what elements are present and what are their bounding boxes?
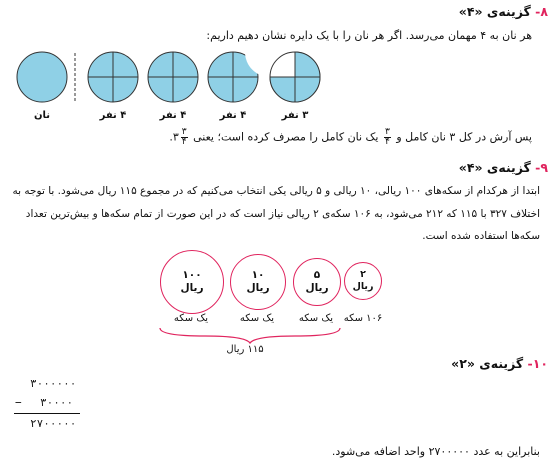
- label-4-people-1: ۴ نفر: [99, 110, 127, 121]
- coin-10-rial: ۱۰ ریال: [230, 254, 286, 310]
- q10-header: [451, 356, 548, 371]
- operand-1: ۳۰۰۰۰۰۰: [30, 377, 77, 390]
- label-bread: نان: [33, 110, 51, 121]
- q10-conclusion: بنابراین به عدد ۲۷۰۰۰۰۰ واحد اضافه می‌شود.: [331, 445, 540, 458]
- whole-bread-circle: [17, 52, 67, 102]
- coin-caption-5: یک سکه: [298, 313, 334, 324]
- label-3-people: ۳ نفر: [281, 110, 309, 121]
- quartered-circle-1: [88, 52, 138, 102]
- minus-sign: −: [15, 396, 23, 409]
- coin-2-rial: ۲ ریال: [344, 262, 382, 300]
- q9-line-1: ابتدا از هرکدام از سکه‌های ۱۰۰ ریالی، ۱۰ ریالی و ۵ ریالی یکی انتخاب می‌کنیم که در مجموع ۱۱۵ ریال می‌شود. با توجه به: [12, 185, 540, 197]
- fraction-three-quarters: $\frac{۳}{۴}$: [384, 127, 390, 147]
- q8-conclusion: پس آرش در کل ۳ نان کامل و $\frac{۳}{۴}$ یک نان کامل را مصرف کرده است؛ یعنی $\frac{۳}{۴}$ ۳.: [169, 127, 532, 147]
- sum-brace: [155, 326, 355, 346]
- q10-answer: گزینه‌ی «۲»: [451, 356, 524, 371]
- q8-answer: گزینه‌ی «۴»: [458, 4, 531, 19]
- q9-line-3: سکه‌ها استفاده شده است.: [422, 230, 540, 242]
- quartered-circle-2: [148, 52, 198, 102]
- q10-number: ۱۰-: [527, 356, 548, 371]
- coin-caption-2: ۱۰۶ سکه: [343, 313, 383, 324]
- coin-caption-100: یک سکه: [173, 313, 209, 324]
- q8-header: [459, 4, 548, 19]
- result-line: [14, 413, 80, 414]
- coin-100-rial: ۱۰۰ ریال: [160, 250, 224, 314]
- q8-number: ۸-: [535, 4, 548, 19]
- label-4-people-3: ۴ نفر: [219, 110, 247, 121]
- q9-number: ۹-: [535, 160, 548, 175]
- result: ۲۷۰۰۰۰۰: [30, 417, 77, 430]
- q8-conclusion-part2: یک نان کامل را مصرف کرده است؛ یعنی: [193, 130, 379, 144]
- operand-2: ۳۰۰۰۰: [40, 396, 74, 409]
- q8-whole: ۳: [172, 130, 179, 144]
- q9-header: [459, 160, 548, 175]
- coin-caption-10: یک سکه: [239, 313, 275, 324]
- q8-text: هر نان به ۴ مهمان می‌رسد. اگر هر نان را با یک دایره نشان دهیم داریم:: [206, 29, 532, 42]
- q9-line-2: اختلاف ۳۲۷ با ۱۱۵ که ۲۱۲ می‌شود، به ۱۰۶ سکه‌ی ۲ ریالی نیاز است که در این صورت از تمام سکه‌ها و بیش‌ترین تعداد: [25, 208, 540, 220]
- label-4-people-2: ۴ نفر: [159, 110, 187, 121]
- q8-conclusion-part1: پس آرش در کل ۳ نان کامل و: [396, 130, 532, 144]
- fraction-three-quarters-2: $\frac{۳}{۴}$: [181, 127, 187, 147]
- sum-label: ۱۱۵ ریال: [226, 344, 264, 355]
- coin-5-rial: ۵ ریال: [293, 258, 341, 306]
- q9-answer: گزینه‌ی «۴»: [458, 160, 531, 175]
